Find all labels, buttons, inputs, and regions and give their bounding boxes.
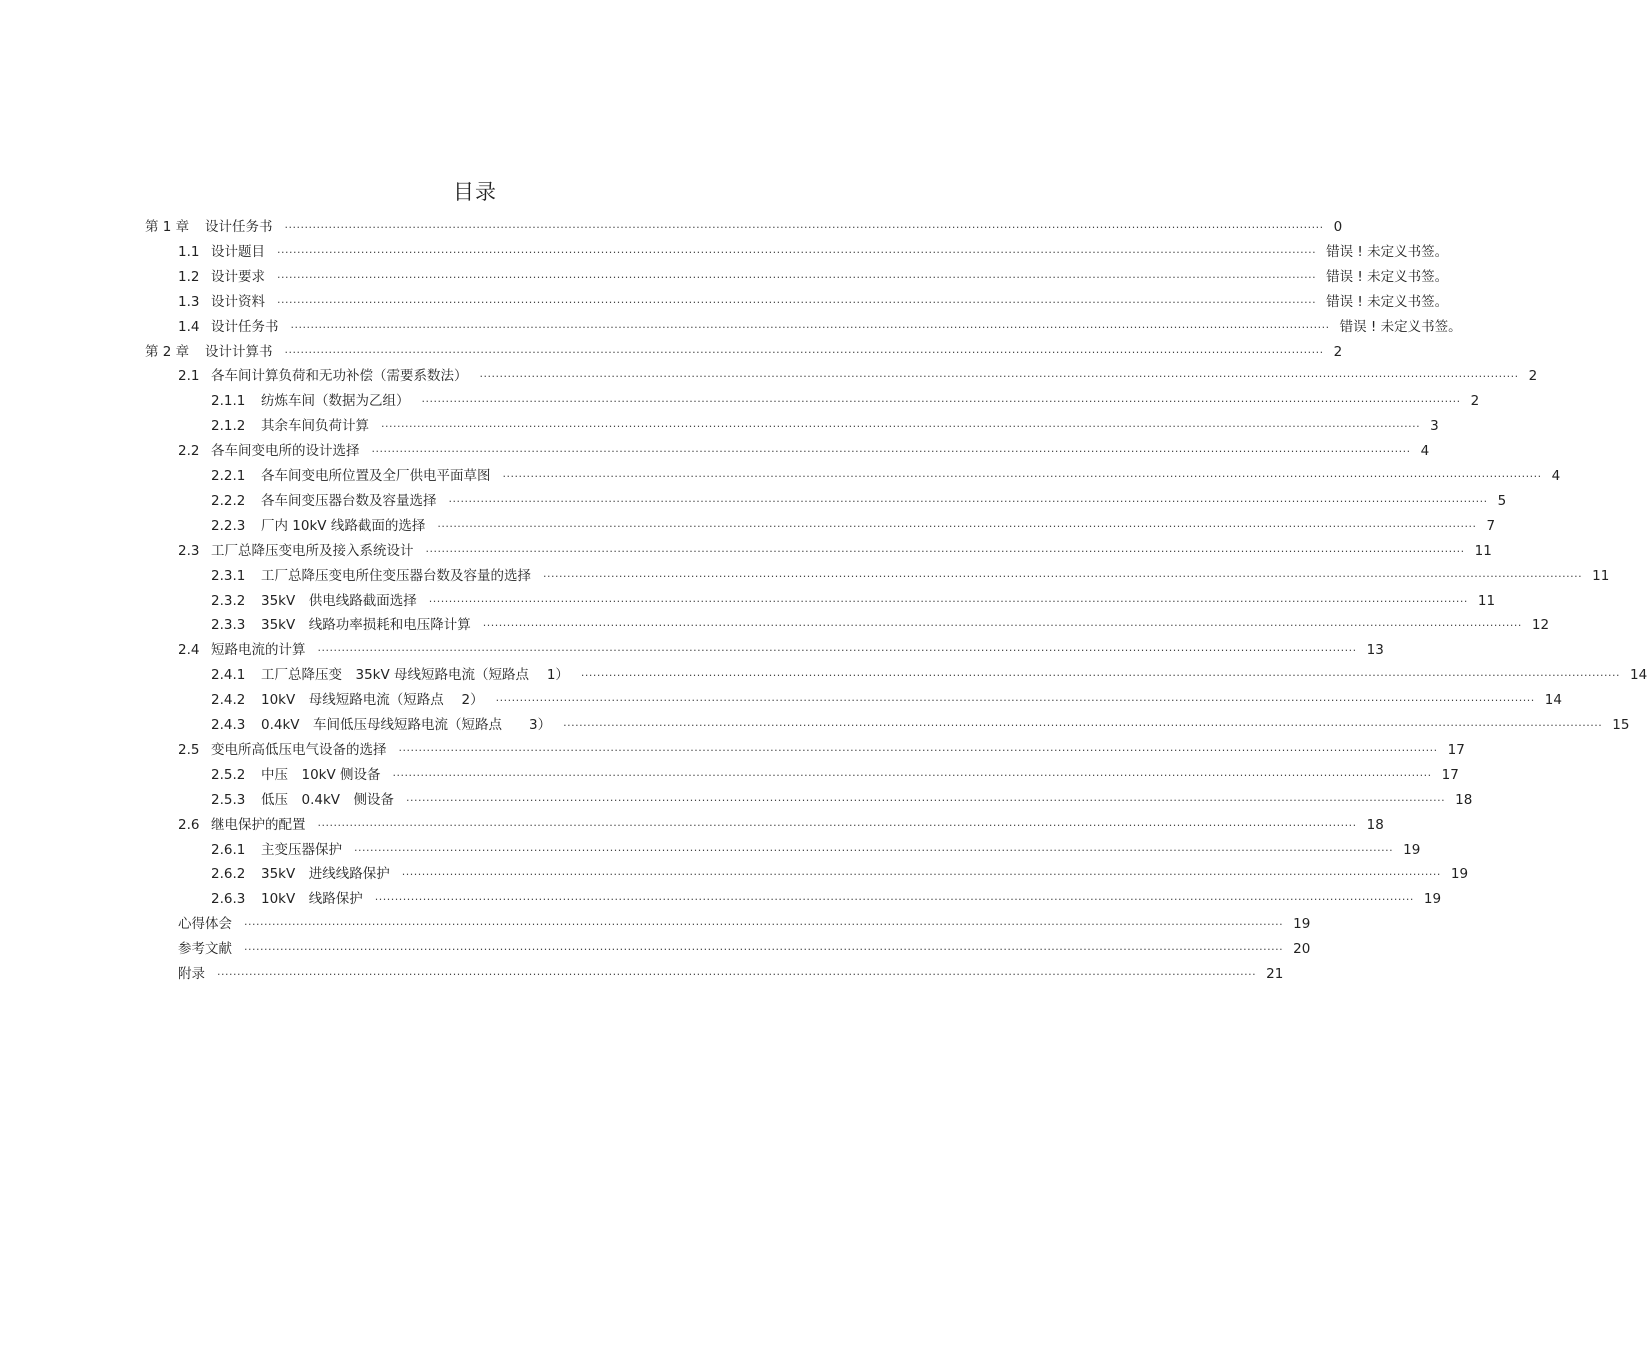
toc-entry-page: 18 — [1366, 816, 1384, 833]
toc-entry-page: 3 — [1430, 418, 1439, 435]
toc-entry-label: 35kV 线路功率损耗和电压降计算 — [261, 617, 471, 634]
dot-leader: .................................................................................................................................................................................................................................................................... — [374, 890, 1414, 904]
toc-entry-label: 各车间计算负荷和无功补偿（需要系数法） — [211, 368, 468, 385]
toc-entry-label: 厂内 10kV 线路截面的选择 — [261, 517, 426, 534]
toc-entry-number: 2.2.1 — [211, 468, 246, 484]
dot-leader: .................................................................................................................................................................................................................................................................... — [317, 641, 1357, 655]
dot-leader: .................................................................................................................................................................................................................................................................... — [398, 740, 1438, 754]
toc-entry[interactable] — [211, 889, 1442, 909]
dot-leader: .................................................................................................................................................................................................................................................................... — [421, 392, 1461, 406]
toc-entry-label: 短路电流的计算 — [211, 642, 306, 659]
toc-entry-page: 0 — [1333, 219, 1343, 235]
toc-entry-number: 2.4.3 — [211, 717, 246, 733]
toc-entry-page: 19 — [1423, 891, 1442, 908]
toc-entry[interactable] — [211, 715, 1630, 735]
toc-entry-number: 2.6.2 — [211, 866, 246, 883]
toc-entry-page: 11 — [1592, 567, 1610, 584]
dot-leader: .................................................................................................................................................................................................................................................................... — [406, 790, 1446, 804]
toc-entry[interactable] — [178, 640, 1384, 660]
toc-entry-page: 2 — [1470, 393, 1480, 410]
toc-entry-number: 2.4.1 — [211, 667, 246, 684]
toc-entry-number: 1.1 — [178, 243, 200, 260]
toc-entry-page: 4 — [1420, 443, 1430, 460]
toc-entry-page: 11 — [1474, 542, 1492, 559]
toc-entry-number: 1.2 — [178, 268, 200, 285]
toc-entry-page: 7 — [1486, 517, 1496, 534]
toc-entry-label: 设计资料 — [211, 293, 265, 310]
toc-entry-label: 主变压器保护 — [261, 841, 342, 858]
dot-leader: .................................................................................................................................................................................................................................................................... — [479, 367, 1519, 381]
toc-entry-label: 参考文献 — [178, 941, 232, 958]
toc-entry[interactable] — [211, 466, 1561, 486]
toc-entry-label: 工厂总降压变 35kV 母线短路电流（短路点 1） — [261, 667, 569, 684]
toc-entry[interactable] — [211, 665, 1647, 685]
dot-leader: .................................................................................................................................................................................................................................................................... — [284, 342, 1324, 356]
toc-entry-number: 2.2.3 — [211, 517, 246, 534]
toc-entry-page: 2 — [1333, 343, 1343, 360]
toc-entry-page: 17 — [1441, 766, 1459, 783]
dot-leader: .................................................................................................................................................................................................................................................................... — [502, 467, 1542, 480]
toc-entry[interactable] — [178, 242, 1449, 262]
toc-entry[interactable] — [178, 267, 1449, 287]
toc-entry-label: 10kV 母线短路电流（短路点 2） — [261, 692, 484, 709]
toc-entry[interactable] — [211, 615, 1550, 635]
toc-entry-label: 10kV 线路保护 — [261, 891, 363, 908]
dot-leader: .................................................................................................................................................................................................................................................................... — [448, 491, 1488, 505]
toc-entry-number: 2.3.2 — [211, 592, 246, 609]
toc-entry-number: 2.5.2 — [211, 766, 246, 783]
toc-entry[interactable] — [178, 541, 1492, 561]
dot-leader: .................................................................................................................................................................................................................................................................... — [563, 716, 1603, 729]
toc-entry-label: 0.4kV 车间低压母线短路电流（短路点 3） — [261, 717, 552, 733]
toc-entry-number: 2.1 — [178, 368, 200, 385]
toc-entry-label: 设计任务书 — [205, 219, 273, 235]
toc-entry-page: 错误 ! 未定义书签。 — [1326, 243, 1449, 260]
toc-entry-label: 低压 0.4kV 侧设备 — [261, 791, 395, 808]
toc-entry[interactable] — [178, 366, 1538, 386]
dot-leader: .................................................................................................................................................................................................................................................................... — [277, 267, 1317, 281]
toc-entry-page: 4 — [1551, 468, 1561, 484]
toc-entry-page: 错误 ! 未定义书签。 — [1326, 293, 1449, 310]
dot-leader: .................................................................................................................................................................................................................................................................... — [495, 691, 1535, 705]
toc-entry[interactable] — [178, 740, 1465, 760]
toc-entry-number: 2.3.3 — [211, 617, 246, 634]
dot-leader: .................................................................................................................................................................................................................................................................... — [244, 940, 1284, 954]
toc-entry-label: 工厂总降压变电所住变压器台数及容量的选择 — [261, 567, 531, 584]
toc-entry-page: 18 — [1455, 791, 1473, 808]
toc-entry-page: 19 — [1450, 866, 1469, 883]
toc-entry-number: 2.6.1 — [211, 841, 246, 858]
toc-entry-number: 2.6.3 — [211, 891, 246, 908]
toc-entry-number: 2.3.1 — [211, 567, 246, 584]
toc-entry-page: 11 — [1477, 592, 1496, 609]
toc-entry[interactable] — [211, 840, 1421, 860]
toc-entry-label: 附录 — [178, 966, 205, 982]
toc-entry-number: 2.1.1 — [211, 393, 246, 410]
toc-entry-page: 14 — [1544, 692, 1562, 709]
toc-entry[interactable] — [178, 317, 1462, 337]
toc-entry[interactable] — [211, 765, 1459, 785]
dot-leader: .................................................................................................................................................................................................................................................................... — [437, 516, 1477, 530]
toc-entry[interactable] — [211, 516, 1496, 536]
toc-entry-number: 2.4 — [178, 642, 200, 659]
toc-entry-number: 2.5.3 — [211, 791, 246, 808]
toc-entry-label: 设计要求 — [211, 268, 265, 285]
toc-entry-label: 中压 10kV 侧设备 — [261, 766, 381, 783]
toc-entry-label: 其余车间负荷计算 — [261, 418, 369, 435]
toc-entry[interactable] — [178, 964, 1284, 984]
toc-entry[interactable] — [211, 864, 1469, 884]
toc-entry-label: 变电所高低压电气设备的选择 — [211, 741, 387, 758]
toc-entry[interactable] — [211, 790, 1473, 810]
toc-entry-label: 各车间变压器台数及容量选择 — [261, 492, 437, 509]
dot-leader: .................................................................................................................................................................................................................................................................... — [428, 591, 1468, 605]
toc-entry[interactable] — [178, 815, 1384, 835]
dot-leader: .................................................................................................................................................................................................................................................................... — [290, 317, 1330, 331]
toc-entry-number: 1.4 — [178, 318, 200, 335]
dot-leader: .................................................................................................................................................................................................................................................................... — [354, 840, 1394, 854]
dot-leader: .................................................................................................................................................................................................................................................................... — [425, 541, 1465, 555]
toc-entry[interactable] — [211, 566, 1610, 586]
toc-entry-label: 纺炼车间（数据为乙组） — [261, 393, 410, 410]
toc-entry-number: 2.3 — [178, 542, 200, 559]
toc-entry-page: 13 — [1366, 642, 1384, 659]
toc-entry[interactable] — [145, 217, 1343, 237]
toc-entry-number: 1.3 — [178, 293, 200, 310]
dot-leader: .................................................................................................................................................................................................................................................................... — [580, 666, 1621, 680]
toc-entry-number: 2.4.2 — [211, 692, 246, 709]
toc-entry-number: 第 2 章 — [145, 343, 190, 360]
dot-leader: .................................................................................................................................................................................................................................................................... — [401, 865, 1441, 879]
toc-title: 目录 — [453, 180, 497, 204]
toc-entry-label: 继电保护的配置 — [211, 816, 306, 833]
dot-leader: .................................................................................................................................................................................................................................................................... — [217, 965, 1257, 978]
dot-leader: .................................................................................................................................................................................................................................................................... — [371, 442, 1411, 456]
toc-entry-number: 2.6 — [178, 816, 200, 833]
toc-entry-page: 错误 ! 未定义书签。 — [1339, 318, 1462, 335]
dot-leader: .................................................................................................................................................................................................................................................................... — [317, 815, 1357, 829]
toc-entry-page: 12 — [1531, 617, 1550, 634]
toc-entry[interactable] — [178, 939, 1311, 959]
toc-entry[interactable] — [211, 391, 1480, 411]
dot-leader: .................................................................................................................................................................................................................................................................... — [277, 292, 1317, 306]
toc-entry-page: 15 — [1612, 717, 1630, 733]
toc-entry[interactable] — [178, 914, 1311, 934]
dot-leader: .................................................................................................................................................................................................................................................................... — [244, 915, 1284, 929]
dot-leader: .................................................................................................................................................................................................................................................................... — [392, 765, 1432, 779]
toc-entry-label: 心得体会 — [178, 916, 232, 933]
toc-entry[interactable] — [211, 690, 1562, 710]
toc-entry-label: 设计计算书 — [205, 343, 273, 360]
toc-entry-page: 17 — [1447, 741, 1465, 758]
dot-leader: .................................................................................................................................................................................................................................................................... — [284, 218, 1324, 231]
toc-entry-number: 2.5 — [178, 741, 200, 758]
toc-entry-label: 各车间变电所的设计选择 — [211, 443, 360, 460]
toc-entry-page: 19 — [1293, 916, 1311, 933]
toc-entry-page: 错误 ! 未定义书签。 — [1326, 268, 1449, 285]
toc-entry[interactable] — [211, 416, 1439, 436]
toc-entry-label: 设计题目 — [211, 243, 265, 260]
toc-entry-label: 35kV 供电线路截面选择 — [261, 592, 417, 609]
toc-entry-label: 35kV 进线线路保护 — [261, 866, 390, 883]
toc-entry-page: 14 — [1630, 667, 1647, 684]
toc-entry[interactable] — [211, 591, 1496, 611]
toc-entry[interactable] — [211, 491, 1507, 511]
toc-entry-label: 设计任务书 — [211, 318, 279, 335]
toc-entry-number: 第 1 章 — [145, 219, 190, 235]
toc-entry-number: 2.2 — [178, 443, 200, 460]
toc-entry-page: 21 — [1266, 966, 1284, 982]
toc-entry-page: 5 — [1497, 492, 1507, 509]
toc-entry-number: 2.2.2 — [211, 492, 246, 509]
toc-entry-page: 20 — [1293, 941, 1311, 958]
toc-entry-number: 2.1.2 — [211, 418, 246, 435]
dot-leader: .................................................................................................................................................................................................................................................................... — [482, 616, 1522, 630]
toc-entry[interactable] — [145, 342, 1343, 362]
dot-leader: .................................................................................................................................................................................................................................................................... — [543, 566, 1583, 580]
toc-entry-label: 各车间变电所位置及全厂供电平面草图 — [261, 468, 491, 484]
toc-entry-label: 工厂总降压变电所及接入系统设计 — [211, 542, 414, 559]
toc-entry[interactable] — [178, 292, 1449, 312]
dot-leader: .................................................................................................................................................................................................................................................................... — [277, 242, 1317, 256]
dot-leader: .................................................................................................................................................................................................................................................................... — [381, 417, 1421, 431]
toc-entry[interactable] — [178, 441, 1430, 461]
toc-entry-page: 19 — [1403, 841, 1421, 858]
toc-entry-page: 2 — [1528, 368, 1538, 385]
